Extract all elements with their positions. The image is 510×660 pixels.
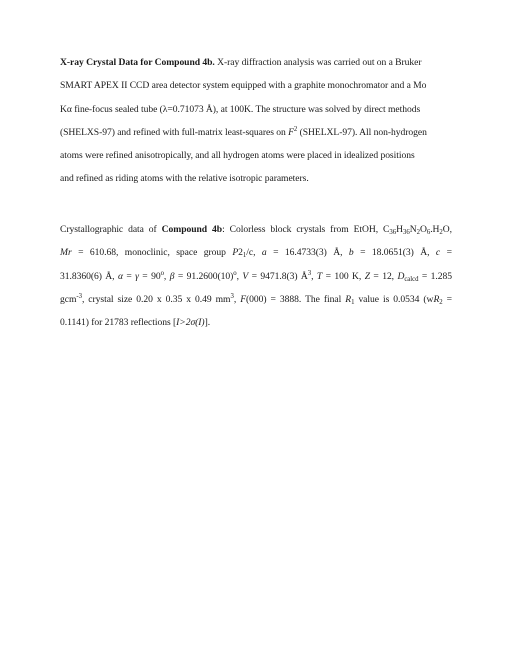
paragraph-line: Mr = 610.68, monoclinic, space group $P2_1/c$, a = 16.4733(3) Å, b = 18.0651(3) Å, c = xyxy=(60,247,452,260)
paragraph-line: X-ray Crystal Data for Compound 4b. X-ray diffraction analysis was carried out on a Bruker xyxy=(60,57,422,68)
xray-crystal-data-paragraph xyxy=(60,51,452,191)
paragraph-line: 0.1141) for 21783 reflections [I>2σ(I)]. xyxy=(60,317,211,329)
paragraph-line: and refined as riding atoms with the relative isotropic parameters. xyxy=(60,173,309,185)
paragraph-line: 31.8360(6) Å, $\alpha = \gamma = 90^o$, $\beta = 91.2600(10)^o$, V = 9471.8(3) $Å^3$, T = 100 K, Z = 12, $D_{calcd} = 1.285$ xyxy=(60,269,452,283)
paragraph-line: SMART APEX II CCD area detector system equipped with a graphite monochromator and a Mo xyxy=(60,80,427,92)
paragraph-line: gcm$^{-3}$, crystal size 0.20 x 0.35 x 0.49 $mm^3$, F(000) = 3888. The final $R_1$ value is 0.0534 ($wR_2$ = xyxy=(60,292,452,306)
compound-name: Compound 4b xyxy=(161,224,223,235)
paragraph-line: atoms were refined anisotropically, and all hydrogen atoms were placed in idealized positions xyxy=(60,150,415,162)
crystallographic-data-paragraph xyxy=(60,218,452,334)
paragraph-line: Kα fine-focus sealed tube (λ=0.71073 Å), at 100K. The structure was solved by direct methods xyxy=(60,103,421,115)
paragraph-line: (SHELXS-97) and refined with full-matrix least-squares on $F^2$ (SHELXL-97). All non-hydrogen xyxy=(60,125,427,138)
paragraph-line: Crystallographic data of Compound 4b: Colorless block crystals from EtOH, $C_{36}H_{36}N_2O_6.H_2O$, xyxy=(60,224,453,236)
section-heading: X-ray Crystal Data for Compound 4b. xyxy=(60,57,215,68)
